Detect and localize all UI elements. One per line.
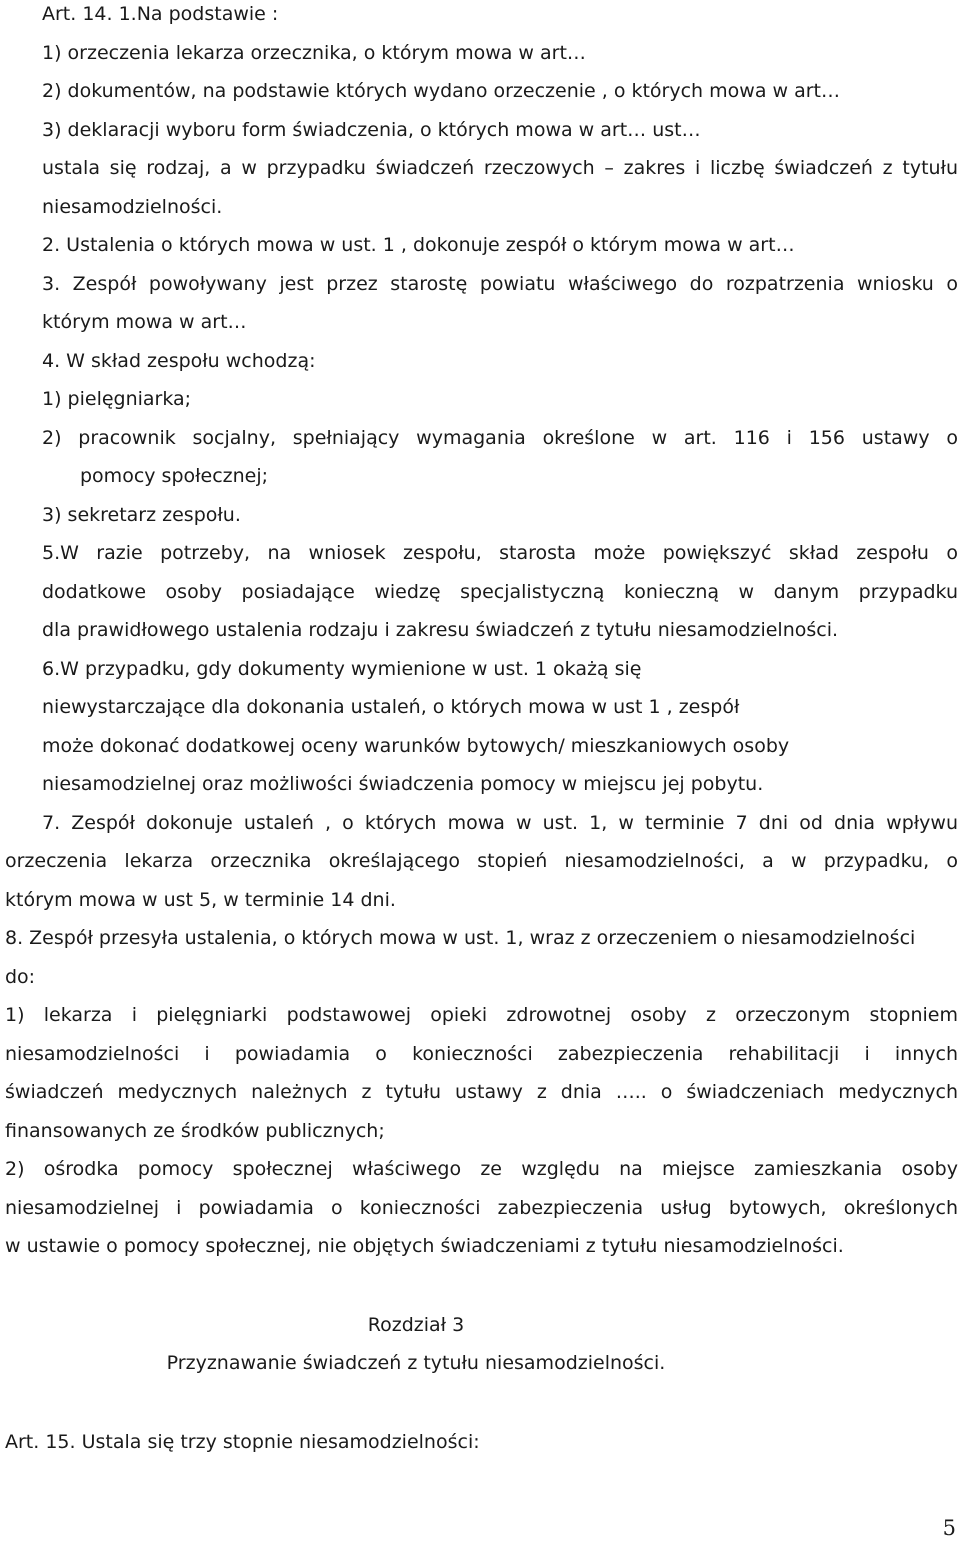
list-item: w ustawie o pomocy społecznej, nie objętych świadczeniami z tytułu niesamodzielności. [5,1235,844,1257]
list-item: świadczeń medycznych należnych z tytułu ustawy z dnia ….. o świadczeniach medycznych [5,1081,958,1103]
paragraph-line: ustala się rodzaj, a w przypadku świadczeń rzeczowych – zakres i liczbę świadczeń z tytułu [42,157,958,179]
paragraph-line: 7. Zespół dokonuje ustaleń , o których mowa w ust. 1, w terminie 7 dni od dnia wpływu [42,812,958,834]
paragraph-line: 6.W przypadku, gdy dokumenty wymienione w ust. 1 okażą się [42,658,642,680]
paragraph-line: 1) orzeczenia lekarza orzecznika, o którym mowa w art… [42,42,586,64]
list-item: 2) ośrodka pomocy społecznej właściwego ze względu na miejsce zamieszkania osoby [5,1158,958,1180]
paragraph-line: dla prawidłowego ustalenia rodzaju i zakresu świadczeń z tytułu niesamodzielności. [42,619,839,641]
list-item: finansowanych ze środków publicznych; [5,1120,385,1142]
list-item: niesamodzielnej i powiadamia o konieczności zabezpieczenia usług bytowych, określonych [5,1197,958,1219]
paragraph-line: niewystarczające dla dokonania ustaleń, o których mowa w ust 1 , zespół [42,696,740,718]
list-item-continuation: pomocy społecznej; [80,465,269,487]
page-number: 5 [942,1516,956,1540]
paragraph-line: 4. W skład zespołu wchodzą: [42,350,316,372]
list-item: 3) sekretarz zespołu. [42,504,241,526]
paragraph-line: orzeczenia lekarza orzecznika określającego stopień niesamodzielności, a w przypadku, o [5,850,958,872]
paragraph-line: 3) deklaracji wyboru form świadczenia, o których mowa w art… ust… [42,119,701,141]
paragraph-line: niesamodzielności. [42,196,223,218]
paragraph-line: którym mowa w art… [42,311,247,333]
paragraph-line: dodatkowe osoby posiadające wiedzę specjalistyczną konieczną w danym przypadku [42,581,958,603]
paragraph-line: 2. Ustalenia o których mowa w ust. 1 , dokonuje zespół o którym mowa w art… [42,234,795,256]
chapter-title: Przyznawanie świadczeń z tytułu niesamodzielności. [166,1352,666,1374]
paragraph-line: 5.W razie potrzeby, na wniosek zespołu, starosta może powiększyć skład zespołu o [42,542,958,564]
paragraph-line: niesamodzielnej oraz możliwości świadczenia pomocy w miejscu jej pobytu. [42,773,764,795]
article-15-heading: Art. 15. Ustala się trzy stopnie niesamodzielności: [5,1431,480,1453]
chapter-number: Rozdział 3 [367,1314,465,1336]
list-item: 1) pielęgniarka; [42,388,192,410]
paragraph-line: 8. Zespół przesyła ustalenia, o których mowa w ust. 1, wraz z orzeczeniem o niesamodzielności [5,927,916,949]
paragraph-line: 2) dokumentów, na podstawie których wydano orzeczenie , o których mowa w art… [42,80,840,102]
paragraph-line: którym mowa w ust 5, w terminie 14 dni. [5,889,396,911]
list-item: 1) lekarza i pielęgniarki podstawowej opieki zdrowotnej osoby z orzeczonym stopniem [5,1004,958,1026]
paragraph-line: może dokonać dodatkowej oceny warunków bytowych/ mieszkaniowych osoby [42,735,790,757]
list-item: 2) pracownik socjalny, spełniający wymagania określone w art. 116 i 156 ustawy o [42,427,958,449]
paragraph-line: do: [5,966,36,988]
list-item: niesamodzielności i powiadamia o konieczności zabezpieczenia rehabilitacji i innych [5,1043,958,1065]
paragraph-line: 3. Zespół powoływany jest przez starostę powiatu właściwego do rozpatrzenia wniosku o [42,273,958,295]
article-14-heading: Art. 14. 1.Na podstawie : [42,3,279,25]
